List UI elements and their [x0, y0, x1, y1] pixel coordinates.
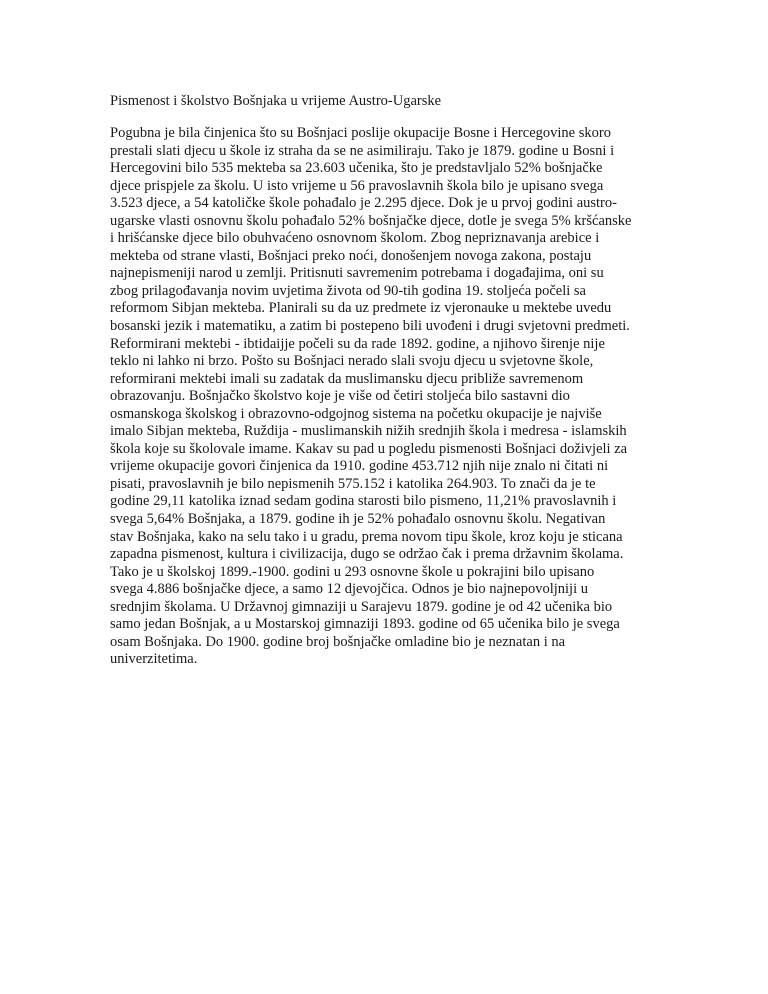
body-text-line: pisati, pravoslavnih je bilo nepismenih 575.152 i katolika 264.903. To znači da je te — [110, 475, 596, 492]
body-text-line: Reformirani mektebi - ibtidaijje počeli su da rade 1892. godine, a njihovo širenje nije — [110, 335, 605, 352]
body-text-line: najnepismeniji narod u zemlji. Pritisnuti savremenim potrebama i događajima, oni su — [110, 265, 604, 282]
body-text-line: Hercegovini bilo 535 mekteba sa 23.603 učenika, što je predstavljalo 52% bošnjačke — [110, 160, 603, 177]
body-text-line: vrijeme okupacije govori činjenica da 1910. godine 453.712 njih nije znalo ni čitati ni — [110, 458, 609, 475]
body-text-line: samo jedan Bošnjak, a u Mostarskoj gimnaziji 1893. godine od 65 učenika bilo je svega — [110, 616, 620, 633]
body-text-line: škola koje su školovale imame. Kakav su pad u pogledu pismenosti Bošnjaci doživjeli za — [110, 440, 628, 457]
body-text-line: godine 29,11 katolika iznad sedam godina starosti bilo pismeno, 11,21% pravoslavnih i — [110, 493, 617, 510]
body-text-line: osmanskoga školskog i obrazovno-odgojnog sistema na početku okupacije je najviše — [110, 405, 602, 422]
body-text-line: 3.523 djece, a 54 katoličke škole pohađalo je 2.295 djece. Dok je u prvoj godini austro- — [110, 195, 617, 212]
body-text-line: osam Bošnjaka. Do 1900. godine broj bošnjačke omladine bio je neznatan i na — [110, 633, 566, 650]
body-text-line: i hrišćanske djece bilo obuhvaćeno osnovnom školom. Zbog nepriznavanja arebice i — [110, 230, 600, 247]
body-text-line: teklo ni lahko ni brzo. Pošto su Bošnjaci nerado slali svoju djecu u svjetovne škole, — [110, 353, 594, 370]
body-text-line: reformom Sibjan mekteba. Planirali su da uz predmete iz vjeronauke u mektebe uvedu — [110, 300, 612, 317]
body-text-line: zapadna pismenost, kultura i civilizacija, dugo se održao čak i prema državnim školama. — [110, 546, 624, 563]
body-text-line: Pogubna je bila činjenica što su Bošnjaci poslije okupacije Bosne i Hercegovine skoro — [110, 125, 611, 141]
body-text-line: zbog prilagođavanja novim uvjetima života od 90-tih godina 19. stoljeća počeli sa — [110, 282, 586, 299]
body-text-line: univerzitetima. — [110, 651, 198, 668]
body-text-line: bosanski jezik i matematiku, a zatim bi postepeno bili uvođeni i drugi svjetovni predmeti. — [110, 318, 630, 335]
body-text-line: ugarske vlasti osnovnu školu pohađalo 52% bošnjačke djece, dotle je svega 5% kršćanske — [110, 212, 632, 229]
document-body — [110, 125, 670, 669]
body-text-line: reformirani mektebi imali su zadatak da muslimansku djecu približe savremenom — [110, 370, 584, 387]
body-text-line: srednjim školama. U Državnoj gimnaziji u Sarajevu 1879. godine je od 42 učenika bio — [110, 598, 613, 615]
body-text-line: prestali slati djecu u škole iz straha da se ne asimiliraju. Tako je 1879. godine u Bosni i — [110, 142, 615, 159]
body-text-line: Tako je u školskoj 1899.-1900. godini u 293 osnovne škole u pokrajini bilo upisano — [110, 563, 595, 580]
document-title: Pismenost i školstvo Bošnjaka u vrijeme Austro-Ugarske — [110, 93, 442, 109]
body-text-line: mekteba od strane vlasti, Bošnjaci preko noći, donošenjem novoga zakona, postaju — [110, 247, 592, 264]
body-text-line: djece prispjele za školu. U isto vrijeme u 56 pravoslavnih škola bilo je upisano svega — [110, 177, 604, 194]
body-text-line: stav Bošnjaka, kako na selu tako i u gradu, prema novom tipu škole, kroz koju je sticana — [110, 528, 623, 545]
body-text-line: svega 4.886 bošnjačke djece, a samo 12 djevojčica. Odnos je bio najnepovoljniji u — [110, 581, 588, 598]
body-text-line: obrazovanju. Bošnjačko školstvo koje je više od četiri stoljeća bilo sastavni dio — [110, 388, 570, 405]
body-text-line: imalo Sibjan mekteba, Ruždija - muslimanskih nižih srednjih škola i medresa - islamskih — [110, 423, 627, 440]
body-text-line: svega 5,64% Bošnjaka, a 1879. godine ih je 52% pohađalo osnovnu školu. Negativan — [110, 511, 606, 528]
